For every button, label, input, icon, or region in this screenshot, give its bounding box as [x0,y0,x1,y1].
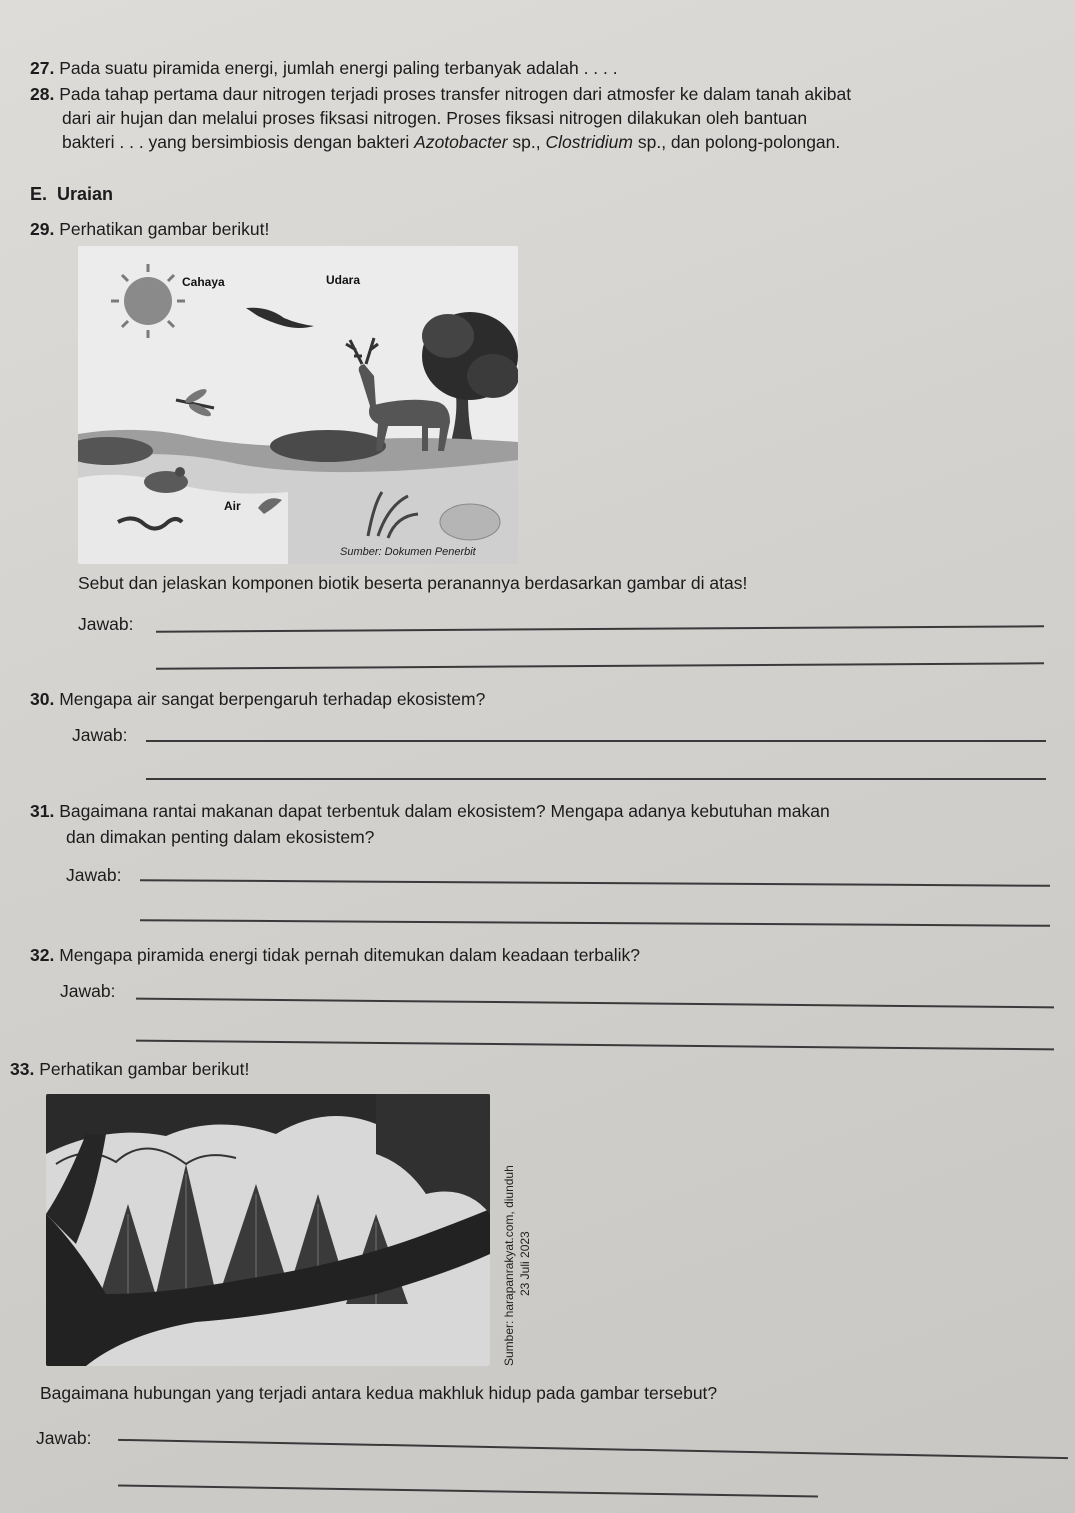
question-33-text: Bagaimana hubungan yang terjadi antara kedua makhluk hidup pada gambar tersebut? [40,1383,718,1403]
question-29-text: Sebut dan jelaskan komponen biotik beserta peranannya berdasarkan gambar di atas! [78,573,748,593]
answer-line[interactable] [146,778,1046,780]
figure-source-line-2 [518,1231,532,1296]
figure-source: Sumber: Dokumen Penerbit [340,546,476,558]
label-light: Cahaya [182,275,225,289]
bush-icon [270,430,386,462]
answer-line[interactable] [140,919,1050,926]
label-water: Air [224,499,241,513]
question-32 [30,945,640,966]
question-28-line-3 [62,132,840,153]
question-text: Pada suatu piramida energi, jumlah energi paling terbanyak adalah . . . . [59,58,618,78]
answer-line[interactable] [140,879,1050,886]
question-text: Perhatikan gambar berikut! [59,219,270,239]
question-text: Mengapa air sangat berpengaruh terhadap ekosistem? [59,689,486,709]
question-text: Pada tahap pertama daur nitrogen terjadi proses transfer nitrogen dari atmosfer ke dalam tanah akibat [59,84,852,104]
answer-line[interactable] [136,998,1054,1008]
ecosystem-drawing [78,246,518,564]
answer-label: Jawab: [36,1428,92,1448]
question-number: 27. [30,58,55,78]
ecosystem-illustration [78,246,518,564]
question-31-line-2: dan dimakan penting dalam ekosistem? [66,827,375,847]
question-text: bakteri . . . yang bersimbiosis dengan bakteri [62,132,415,152]
question-number: 30. [30,689,55,709]
section-letter: E. [30,184,48,204]
figure-source-line-1 [502,1165,516,1366]
question-number: 29. [30,219,55,239]
question-29-intro [30,219,269,240]
answer-line[interactable] [136,1040,1054,1050]
question-27 [30,58,618,79]
question-number: 32. [30,945,55,965]
question-text: Perhatikan gambar berikut! [39,1059,250,1079]
question-text: sp., [507,132,546,152]
question-text: sp., dan polong-polongan. [633,132,841,152]
answer-label: Jawab: [78,614,134,634]
section-heading [30,184,113,205]
answer-label: Jawab: [60,981,116,1001]
question-28-line-1 [30,84,851,105]
answer-line[interactable] [156,662,1044,669]
question-33-intro [10,1059,249,1080]
question-30 [30,689,485,710]
question-number: 31. [30,801,55,821]
italic-term: Azotobacter [414,132,508,152]
answer-label: Jawab: [72,725,128,745]
question-text: Bagaimana rantai makanan dapat terbentuk dalam ekosistem? Mengapa adanya kebutuhan makan [59,801,830,821]
answer-line[interactable] [146,740,1046,742]
question-31-line-1 [30,801,830,822]
answer-line[interactable] [118,1485,818,1497]
question-number: 28. [30,84,55,104]
forest-drawing [46,1094,490,1366]
answer-line[interactable] [156,625,1044,632]
question-28-line-2: dari air hujan dan melalui proses fiksasi nitrogen. Proses fiksasi nitrogen dilakukan oleh bantuan [62,108,808,128]
italic-term: Clostridium [545,132,633,152]
forest-photo [46,1094,490,1366]
question-number: 33. [10,1059,35,1079]
answer-line[interactable] [118,1439,1068,1459]
label-air: Udara [326,273,361,287]
figure-source: Sumber: harapanrakyat.com, diunduh [502,1165,516,1366]
figure-source-date: 23 Juli 2023 [518,1231,532,1296]
question-text: Mengapa piramida energi tidak pernah ditemukan dalam keadaan terbalik? [59,945,640,965]
answer-label: Jawab: [66,865,122,885]
section-title: Uraian [57,184,114,204]
